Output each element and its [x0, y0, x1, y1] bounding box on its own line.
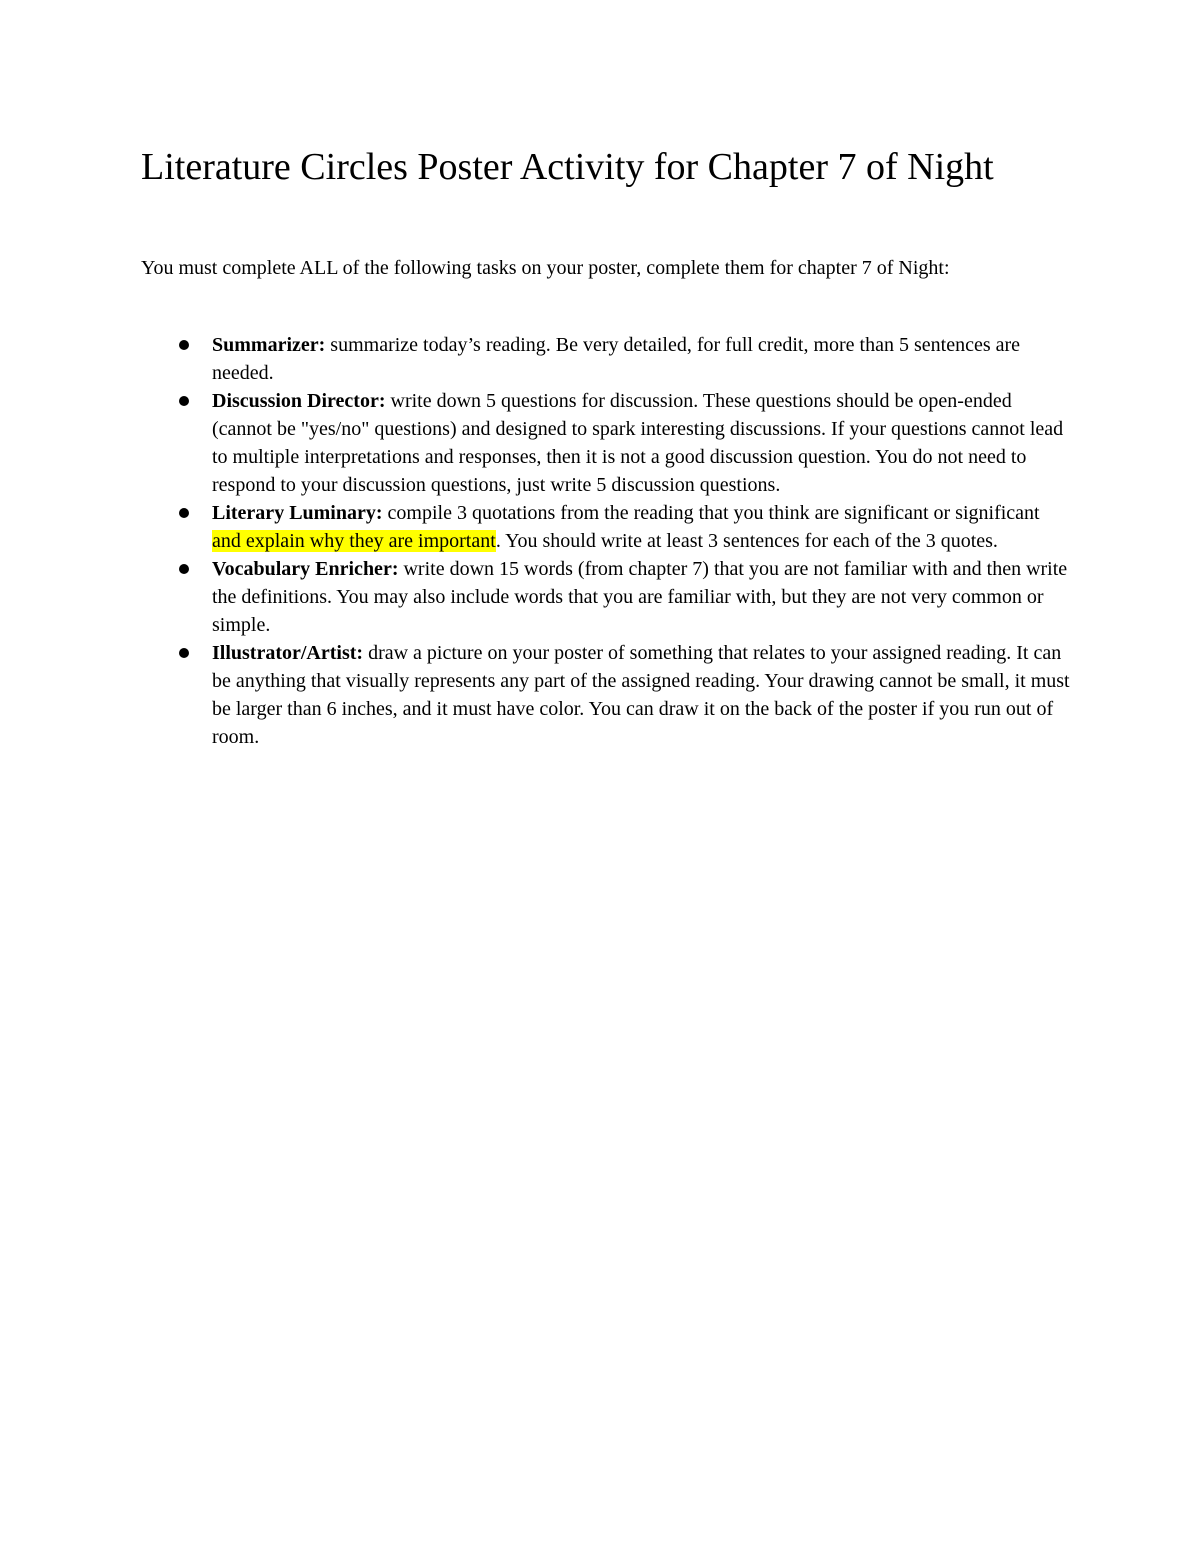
task-illustrator-artist	[212, 639, 1072, 751]
task-description-continued: . You should write at least 3 sentences for each of the 3 quotes.	[495, 530, 998, 552]
task-list	[212, 331, 1072, 751]
bullet-icon	[179, 508, 189, 518]
task-role-label: Summarizer:	[212, 334, 326, 356]
task-description: write down 5 questions for discussion. These questions should be open-ended (cannot be "yes/no" questions) and designed to spark interesting discussions. If your questions cannot lead to multiple interpretations and responses, then it is not a good discussion question. You do not need to respond to your discussion questions, just write 5 discussion questions.	[212, 390, 1064, 496]
document-title: Literature Circles Poster Activity for Chapter 7 of Night	[141, 146, 994, 188]
task-summarizer	[212, 331, 1072, 387]
task-role-label: Discussion Director:	[212, 390, 386, 412]
bullet-icon	[179, 340, 189, 350]
bullet-icon	[179, 396, 189, 406]
bullet-icon	[179, 648, 189, 658]
task-role-label: Literary Luminary:	[212, 502, 383, 524]
task-literary-luminary	[212, 499, 1072, 555]
task-description: write down 15 words (from chapter 7) that you are not familiar with and then write the definitions. You may also include words that you are familiar with, but they are not very common or simple.	[212, 558, 1068, 636]
highlighted-text: and explain why they are important	[212, 530, 496, 552]
task-vocabulary-enricher	[212, 555, 1072, 639]
task-description: draw a picture on your poster of something that relates to your assigned reading. It can be anything that visually represents any part of the assigned reading. Your drawing cannot be small, it must be larger than 6 inches, and it must have color. You can draw it on the back of the poster if you run out of room.	[212, 642, 1070, 748]
bullet-icon	[179, 564, 189, 574]
task-description: compile 3 quotations from the reading that you think are significant or significant	[382, 502, 1040, 524]
task-role-label: Vocabulary Enricher:	[212, 558, 399, 580]
task-role-label: Illustrator/Artist:	[212, 642, 364, 664]
intro-paragraph: You must complete ALL of the following tasks on your poster, complete them for chapter 7 of Night:	[141, 257, 950, 279]
task-discussion-director	[212, 387, 1072, 499]
task-description: summarize today’s reading. Be very detailed, for full credit, more than 5 sentences are needed.	[212, 334, 1021, 384]
